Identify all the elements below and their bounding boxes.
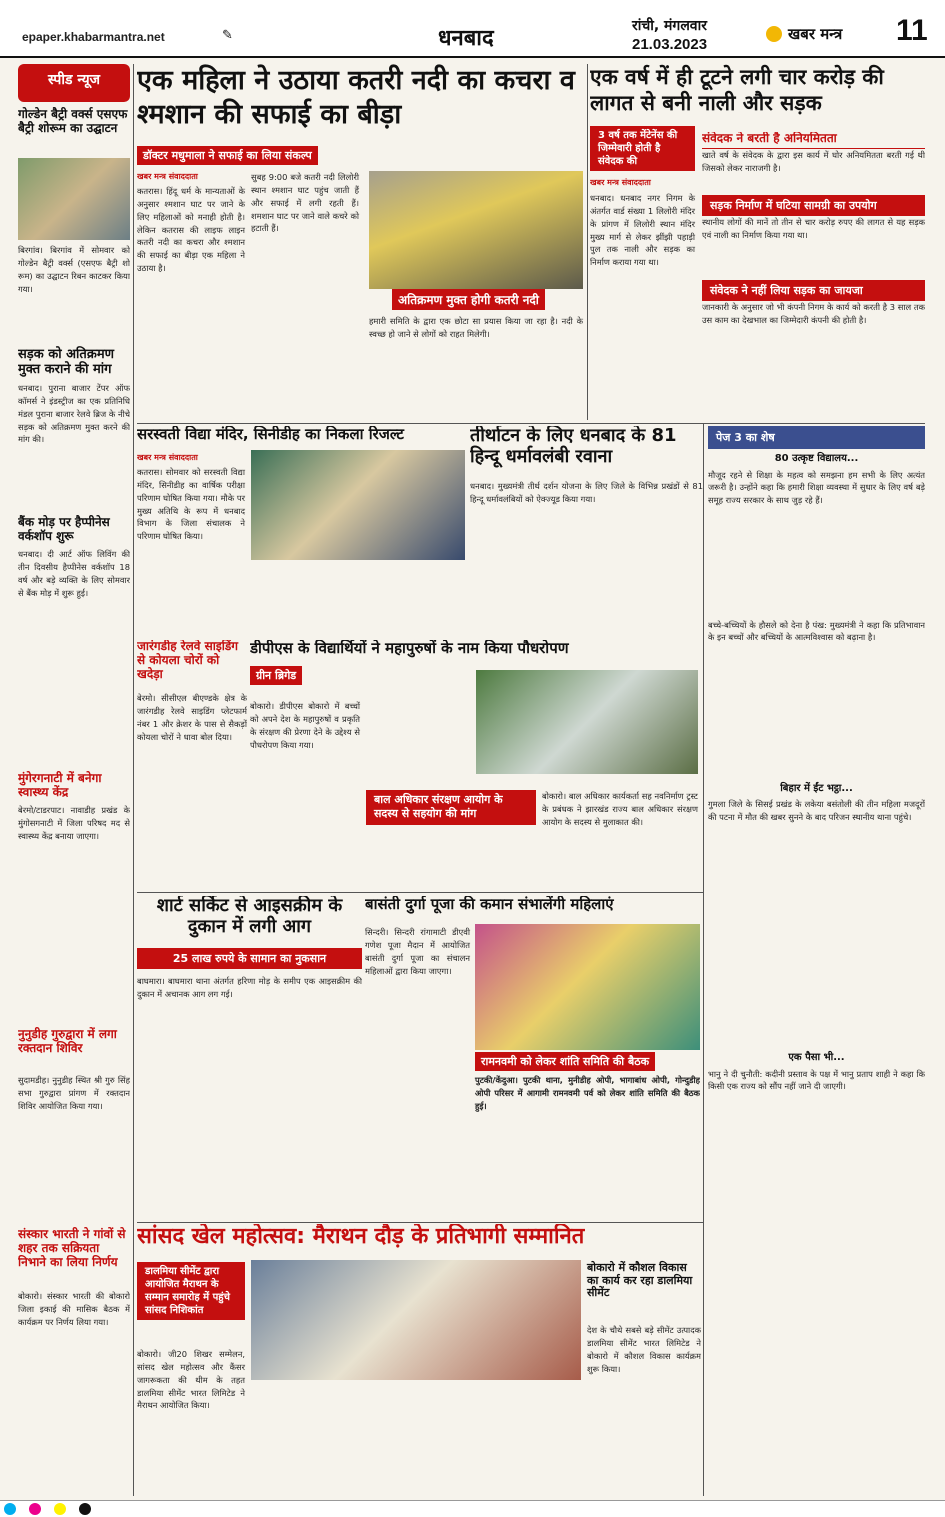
column-divider	[587, 64, 588, 420]
speed-news-badge: स्पीड न्यूज	[18, 64, 130, 102]
masthead	[0, 0, 945, 58]
top-story	[137, 64, 585, 420]
article-body: जानकारी के अनुसार जो भी कंपनी निगम के कार्य को करती है 3 साल तक उस काम का देखभाल का जिम्मेदारी कंपनी की होती है।	[702, 301, 925, 325]
news-photo	[476, 670, 698, 774]
headline: बासंती दुर्गा पूजा की कमान संभालेंगी महिलाएं	[365, 896, 614, 913]
highlight-box: बाल अधिकार संरक्षण आयोग के सदस्य से सहयोग की मांग	[366, 790, 536, 825]
registration-mark-icon	[54, 1503, 66, 1515]
column-divider	[703, 423, 704, 1496]
article-body: मौजूद रहने से शिक्षा के महत्व को समझना हम सभी के लिए अत्यंत जरूरी है। उन्होंने कहा कि हमारी शिक्षा व्यवस्था में सुधार के लिए वर्ष बड़े समूह राज्य सरकार के साथ जुड़ रहे हैं।	[708, 469, 925, 506]
article-body: सुबह 9:00 बजे कतरी नदी लिलोरी स्थान श्मशान घाट पहुंच जाती हैं और सफाई में लगी रहती हैं। शमशान घाट पर जाने वाले कचरे को हटाती हैं।	[251, 172, 359, 234]
article-body: सिन्दरी। सिन्दरी रांगामाटी डीएवी गणेश पूजा मैदान में आयोजित बासंती दुर्गा पूजा का संचालन महिलाओं द्वारा किया जाएगा।	[365, 927, 470, 976]
dps-story	[250, 640, 700, 890]
headline: डीपीएस के विद्यार्थियों ने महापुरुषों के नाम किया पौधरोपण	[250, 640, 569, 657]
article-body: बेरमो/टाडरपाट। नावाडीह प्रखंड के मुंगोसगनाटी में जिला परिषद मद से स्वास्थ्य केंद्र बनाया जाएगा।	[18, 805, 130, 841]
article-body: पुटकी/केंदुआ। पुटकी थाना, मुनीडीह ओपी, भागाबांध ओपी, गोन्दुडीह ओपी परिसर में आगामी रामनवमी पर्व को लेकर शांति समिति की बैठक हुई।	[475, 1075, 700, 1111]
headline: सरस्वती विद्या मंदिर, सिनीडीह का निकला रिजल्ट	[137, 426, 404, 443]
highlight-box: 3 वर्ष तक मेंटेनेंस की जिम्मेवारी होती है संवेदक की	[590, 126, 695, 171]
news-photo-excavator	[369, 171, 583, 289]
headline: बैंक मोड़ पर हैप्पीनेस वर्कशॉप शुरू	[18, 515, 110, 543]
photo-caption: रामनवमी को लेकर शांति समिति की बैठक	[475, 1052, 655, 1071]
headline: शार्ट सर्किट से आइसक्रीम के दुकान में लगी आग	[156, 896, 343, 937]
main-headline: एक वर्ष में ही टूटने लगी चार करोड़ की लागत से बनी नाली और सड़क	[590, 65, 884, 116]
edition-date: 21.03.2023	[632, 36, 708, 53]
continuation-tag: पेज 3 का शेष	[708, 426, 925, 449]
article-body: बोकारो। संस्कार भारती की बोकारो जिला इकाई की मासिक बैठक में कार्यक्रम पर निर्णय लिया गया।	[18, 1291, 130, 1327]
byline: खबर मन्त्र संवाददाता	[137, 172, 198, 181]
article-body: भानु ने दी चुनौती: कदीनी प्रस्ताव के पक्ष में भानु प्रताप शाही ने कहा कि किसी एक राज्य को सौंप नहीं जाने दी जाएगी।	[708, 1068, 925, 1092]
article-body: स्थानीय लोगों की मानें तो तीन से चार करोड़ रुपए की लागत से यह सड़क एवं नाली का निर्माण किया गया था।	[702, 216, 925, 240]
column-divider	[133, 64, 134, 1496]
caption-body: हमारी समिति के द्वारा एक छोटा सा प्रयास किया जा रहा है। नदी के स्वच्छ हो जाने से लोगों को राहत मिलेगी।	[369, 316, 583, 339]
right-column	[708, 426, 925, 1496]
site-url[interactable]: epaper.khabarmantra.net	[22, 30, 165, 44]
teerth-story	[470, 426, 703, 634]
brand-name: खबर मन्त्र	[788, 25, 843, 43]
news-photo	[251, 1260, 581, 1380]
section-title: धनबाद	[438, 26, 494, 51]
headline: बिहार में ईंट भट्ठा...	[780, 782, 853, 794]
headline: गोल्डेन बैट्री वर्क्स एसएफ बैट्री शोरूम का उद्घाटन	[18, 107, 128, 135]
article-body: बिरगांव। बिरगांव में सोमवार को गोल्डेन बैट्री वर्क्स (एसएफ बैट्री शो रूम) का उद्घाटन रिबन काटकर किया गया।	[18, 245, 130, 294]
headline: 80 उत्कृष्ट विद्यालय...	[774, 453, 859, 464]
cursor-icon: ✎	[222, 28, 233, 43]
story-subheading: डॉक्टर मधुमाला ने सफाई का लिया संकल्प	[137, 146, 318, 165]
horizontal-rule	[137, 892, 703, 893]
headline: संस्कार भारती ने गांवों से शहर तक सक्रियता निभाने का लिया निर्णय	[18, 1227, 126, 1269]
tag-label: ग्रीन ब्रिगेड	[250, 666, 302, 685]
headline: तीर्थाटन के लिए धनबाद के 81 हिन्दू धर्मावलंबी रवाना	[470, 426, 677, 467]
registration-strip	[0, 1500, 945, 1517]
headline: मुंगेरगनाटी में बनेगा स्वास्थ्य केंद्र	[18, 771, 102, 799]
horizontal-rule	[137, 423, 925, 424]
article-body: बोकारो। जी20 शिखर सम्मेलन, सांसद खेल महोत्सव और कैंसर जागरूकता की थीम के तहत डालमिया सीमेंट भारत लिमिटेड ने मैराथन आयोजित किया।	[137, 1349, 245, 1411]
article-body: देश के चौथे सबसे बड़े सीमेंट उत्पादक डालमिया सीमेंट भारत लिमिटेड ने बोकारो में कौशल विकास कार्यक्रम शुरू किया।	[587, 1325, 701, 1374]
article-body: खाते वर्ष के संवेदक के द्वारा इस कार्य में घोर अनियमितता बरती गई थी जिसको लेकर नाराजगी है।	[702, 149, 925, 173]
article-body: कतरास। हिंदू धर्म के मान्यताओं के अनुसार श्मशान घाट पर जाने के लिए महिलाओं को मनाही होती है। लेकिन कतरास की लाइफ लाइन कतरी नदी का कचरा और श्मशान की सफाई का बीड़ा एक महिला ने उठाया है।	[137, 186, 245, 274]
article-body: धनबाद। धनबाद नगर निगम के अंतर्गत वार्ड संख्या 1 लिलोरी मंदिर के प्रांगण में लिलोरी स्थान मंदिर मुख्य मार्ग से लेकर झींझी पहाड़ी पुल तक नाली और सड़क का निर्माण कराया गया था।	[590, 193, 695, 268]
svm-story	[137, 426, 467, 634]
article-body: बोकारो। डीपीएस बोकारो में बच्चों को अपने देश के महापुरुषों व प्रकृति के संरक्षण की प्रेरणा देने के उद्देश्य से पौधरोपण किया गया।	[250, 701, 360, 750]
khel-story	[137, 1224, 703, 1496]
photo-caption: अतिक्रमण मुक्त होगी कतरी नदी	[392, 289, 545, 310]
article-body: धनबाद। दी आर्ट ऑफ लिविंग की तीन दिवसीय हैप्पीनेस वर्कशॉप 18 वर्ष और बड़े व्यक्ति के लिए सोमवार से बैंक मोड़ में शुरू हुई।	[18, 549, 130, 598]
brand-logo-icon	[766, 26, 782, 42]
section-subheading: सड़क निर्माण में घटिया सामग्री का उपयोग	[702, 195, 925, 216]
section-subheading: संवेदक ने बरती है अनियमितता	[702, 132, 925, 149]
article-body: धनबाद। पुराना बाजार टेंपर ऑफ कॉमर्स ने इंडस्ट्रीज का एक प्रतिनिधि मंडल पुराना बाजार रेलवे ब्रिज के नीचे सड़क को अतिक्रमण मुक्त करने की मांग की।	[18, 383, 130, 445]
news-photo	[251, 450, 465, 560]
left-column	[18, 64, 130, 1496]
news-photo	[18, 158, 130, 240]
article-body: सुदामडीह। नुनुडीह स्थित श्री गुरु सिंह सभा गुरुद्वारा प्रांगण में रक्तदान शिविर आयोजित किया गया।	[18, 1075, 130, 1111]
article-body: बाघमारा। बाघमारा थाना अंतर्गत हरिणा मोड़ के समीप एक आइसक्रीम की दुकान में अचानक आग लग गई।	[137, 976, 362, 999]
article-body: धनबाद। मुख्यमंत्री तीर्थ दर्शन योजना के लिए जिले के विभिन्न प्रखंडों से 81 हिन्दू धर्मावलंबियों को ऐक्ज्यूड किया गया।	[470, 481, 703, 504]
section-subheading: संवेदक ने नहीं लिया सड़क का जायजा	[702, 280, 925, 301]
registration-mark-icon	[4, 1503, 16, 1515]
headline: सड़क को अतिक्रमण मुक्त कराने की मांग	[18, 347, 114, 377]
article-body: गुमला जिले के सिसई प्रखंड के लकेया बसंतोली की तीन महिला मजदूरों की पटना में मौत की खबर सुनने के बाद परिजन स्थानीय थाना पहुंचे।	[708, 799, 925, 822]
article-body: बच्चे-बच्चियों के हौसले को देना है पंख: मुख्यमंत्री ने कहा कि प्रतिभावान के इन बच्चों और बच्चियों के आत्मविश्वास को बढ़ाना है।	[708, 619, 925, 643]
registration-mark-icon	[29, 1503, 41, 1515]
highlight-box: डालमिया सीमेंट द्वारा आयोजित मैराथन के सम्मान समारोह में पहुंचे सांसद निशिकांत	[137, 1262, 245, 1320]
main-headline: एक महिला ने उठाया कतरी नदी का कचरा व श्मशान की सफाई का बीड़ा	[137, 65, 575, 130]
article-body: बेरमो। सीसीएल बीएण्डके क्षेत्र के जारंगडीह रेलवे साइडिंग प्लेटफार्म नंबर 1 और क्रेशर के पास से सैकड़ों कोयला चोरों ने धावा बोल दिया।	[137, 693, 247, 742]
byline: खबर मन्त्र संवाददाता	[590, 178, 651, 187]
article-body: कतरास। सोमवार को सरस्वती विद्या मंदिर, सिनीडीह का वार्षिक परीक्षा परिणाम घोषित किया गया। मौके पर मुख्य अतिथि के रूप में धनबाद विभाग के जिला संचालक ने परिणाम घोषित किया।	[137, 467, 245, 542]
headline: बोकारो में कौशल विकास का कार्य कर रहा डालमिया सीमेंट	[587, 1261, 693, 1300]
article-body: बोकारो। बाल अधिकार कार्यकर्ता सह नवनिर्माण ट्रस्ट के प्रबंधक ने झारखंड राज्य बाल अधिकार संरक्षण आयोग के सदस्य से मुलाकात की।	[542, 791, 698, 827]
byline: खबर मन्त्र संवाददाता	[137, 453, 198, 462]
registration-mark-icon	[79, 1503, 91, 1515]
headline: सांसद खेल महोत्सव: मैराथन दौड़ के प्रतिभागी सम्मानित	[137, 1224, 585, 1249]
page-number: 11	[896, 14, 928, 47]
horizontal-rule	[137, 1222, 703, 1223]
rail-story	[137, 640, 247, 890]
headline: नुनुडीह गुरुद्वारा में लगा रक्तदान शिविर	[18, 1027, 117, 1055]
highlight-bar: 25 लाख रुपये के सामान का नुकसान	[137, 948, 362, 969]
headline: एक पैसा भी...	[788, 1052, 845, 1063]
news-photo	[475, 924, 700, 1050]
edition-place: रांची, मंगलवार	[632, 18, 707, 34]
right-top-story	[590, 64, 925, 420]
headline: जारंगडीह रेलवे साइडिंग से कोयला चोरों को खदेड़ा	[137, 640, 239, 681]
